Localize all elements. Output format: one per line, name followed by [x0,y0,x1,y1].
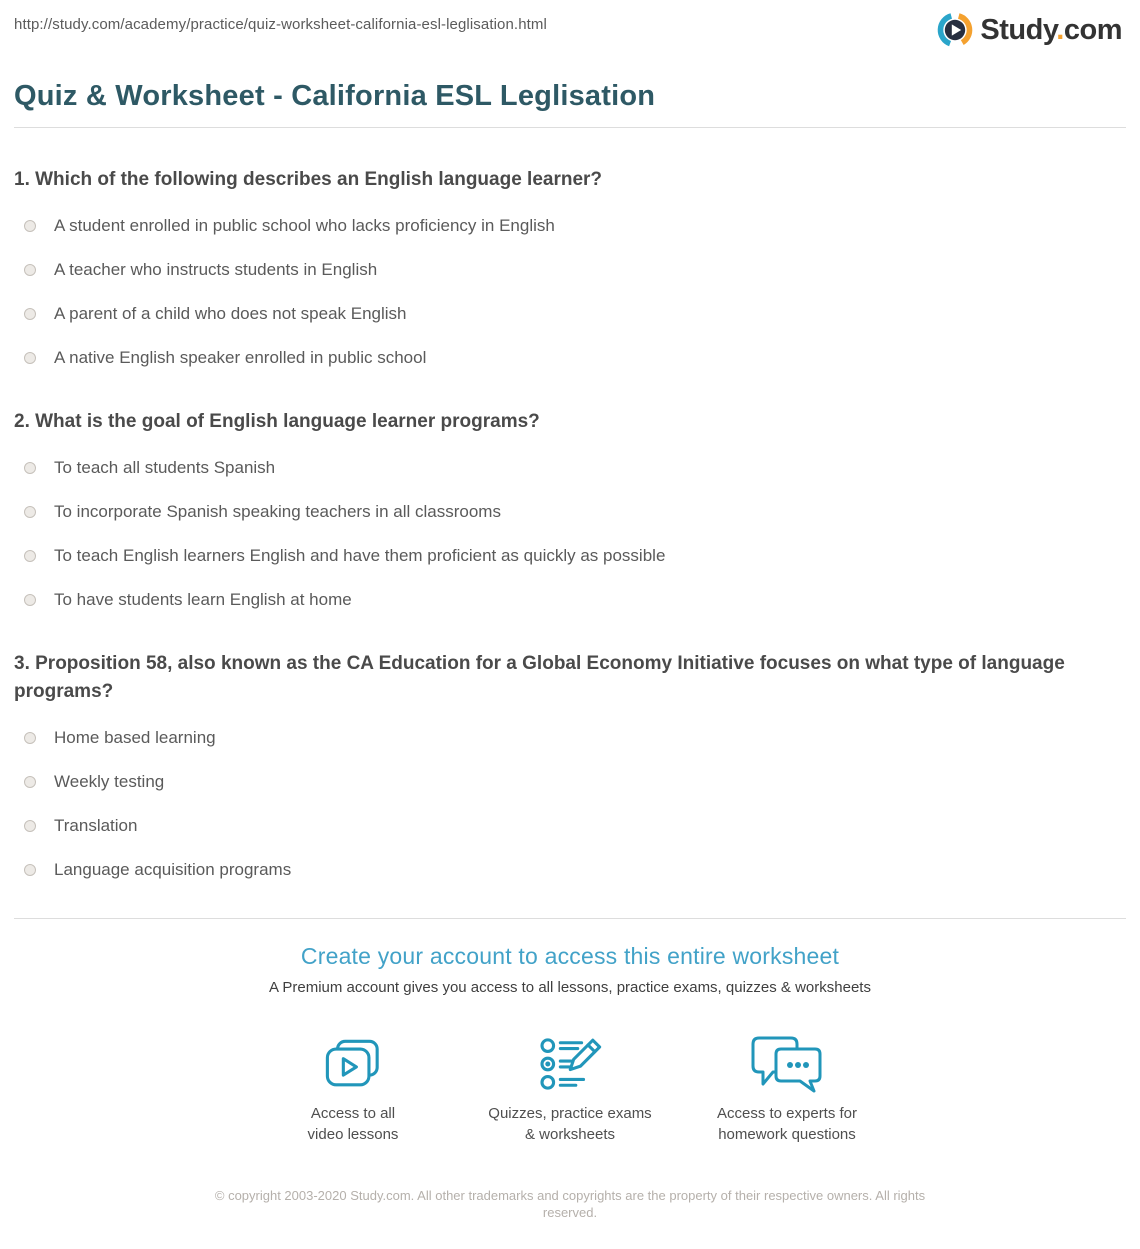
feature-label [462,1103,679,1145]
option-label: A native English speaker enrolled in public school [54,348,427,367]
radio-button[interactable] [24,820,36,832]
feature-label-line2: video lessons [307,1126,399,1143]
logo-word-study: Study [980,14,1057,46]
studycom-logo[interactable] [937,12,1122,48]
radio-button[interactable] [24,220,36,232]
question-1 [14,166,1126,370]
page-title: Quiz & Worksheet - California ESL Leglisation [14,80,656,112]
logo-dot: . [1056,14,1064,46]
option-label: To have students learn English at home [54,590,352,609]
feature-label-line1: Access to all [310,1105,396,1122]
feature-label-line1: Access to experts for [716,1105,858,1122]
cta-section [14,943,1126,1145]
feature-label-line2: & worksheets [524,1126,616,1143]
question-1-text: 1. Which of the following describes an English language learner? [14,169,603,190]
feature-label [245,1103,462,1145]
radio-button[interactable] [24,506,36,518]
option-label: Home based learning [54,728,216,747]
option-label: A student enrolled in public school who lacks proficiency in English [54,216,555,235]
question-1-option-4[interactable] [14,346,1126,370]
question-3-option-3[interactable] [14,814,1126,838]
radio-button[interactable] [24,864,36,876]
feature-label-line1: Quizzes, practice exams [488,1105,652,1122]
radio-button[interactable] [24,776,36,788]
option-label: A parent of a child who does not speak English [54,304,407,323]
cta-heading: Create your account to access this entire worksheet [300,943,840,969]
cta-subheading: A Premium account gives you access to all lessons, practice exams, quizzes & worksheets [269,979,871,996]
question-1-option-1[interactable] [14,214,1126,238]
option-label: Translation [54,816,138,835]
question-2-option-1[interactable] [14,456,1126,480]
question-3-option-4[interactable] [14,858,1126,882]
option-label: To incorporate Spanish speaking teachers in all classrooms [54,502,501,521]
question-1-option-3[interactable] [14,302,1126,326]
question-1-option-2[interactable] [14,258,1126,282]
question-2-option-2[interactable] [14,500,1126,524]
option-label: Weekly testing [54,772,165,791]
feature-label-line2: homework questions [718,1126,856,1143]
cta-divider [14,918,1126,919]
radio-button[interactable] [24,594,36,606]
radio-button[interactable] [24,550,36,562]
feature-quizzes-worksheets [462,1034,679,1145]
header [14,0,1126,48]
question-3-option-2[interactable] [14,770,1126,794]
question-2-text: 2. What is the goal of English language learner programs? [14,411,540,432]
features-row [14,1034,1126,1145]
page-url: http://study.com/academy/practice/quiz-worksheet-california-esl-leglisation.html [14,16,547,33]
radio-button[interactable] [24,462,36,474]
radio-button[interactable] [24,352,36,364]
question-2-option-3[interactable] [14,544,1126,568]
quizzes-worksheets-icon [538,1036,602,1092]
feature-expert-help [679,1034,896,1145]
option-label: To teach all students Spanish [54,458,276,477]
title-divider [14,127,1126,128]
studycom-logo-icon [937,12,973,48]
chat-experts-icon [750,1035,824,1093]
radio-button[interactable] [24,732,36,744]
copyright-notice: © copyright 2003-2020 Study.com. All other trademarks and copyrights are the property of their respective owners. All rights reserved. [214,1188,926,1220]
option-label: To teach English learners English and have them proficient as quickly as possible [54,546,666,565]
logo-word-com: com [1063,14,1122,46]
question-3 [14,650,1126,882]
question-3-option-1[interactable] [14,726,1126,750]
question-2 [14,408,1126,612]
feature-video-lessons [245,1034,462,1145]
option-label: A teacher who instructs students in English [54,260,378,279]
option-label: Language acquisition programs [54,860,292,879]
radio-button[interactable] [24,308,36,320]
question-2-option-4[interactable] [14,588,1126,612]
feature-label [679,1103,896,1145]
video-lessons-icon [324,1037,382,1091]
question-3-text: 3. Proposition 58, also known as the CA Education for a Global Economy Initiative focuses on what type of language programs? [14,653,1065,702]
studycom-logo-text [980,12,1122,48]
radio-button[interactable] [24,264,36,276]
